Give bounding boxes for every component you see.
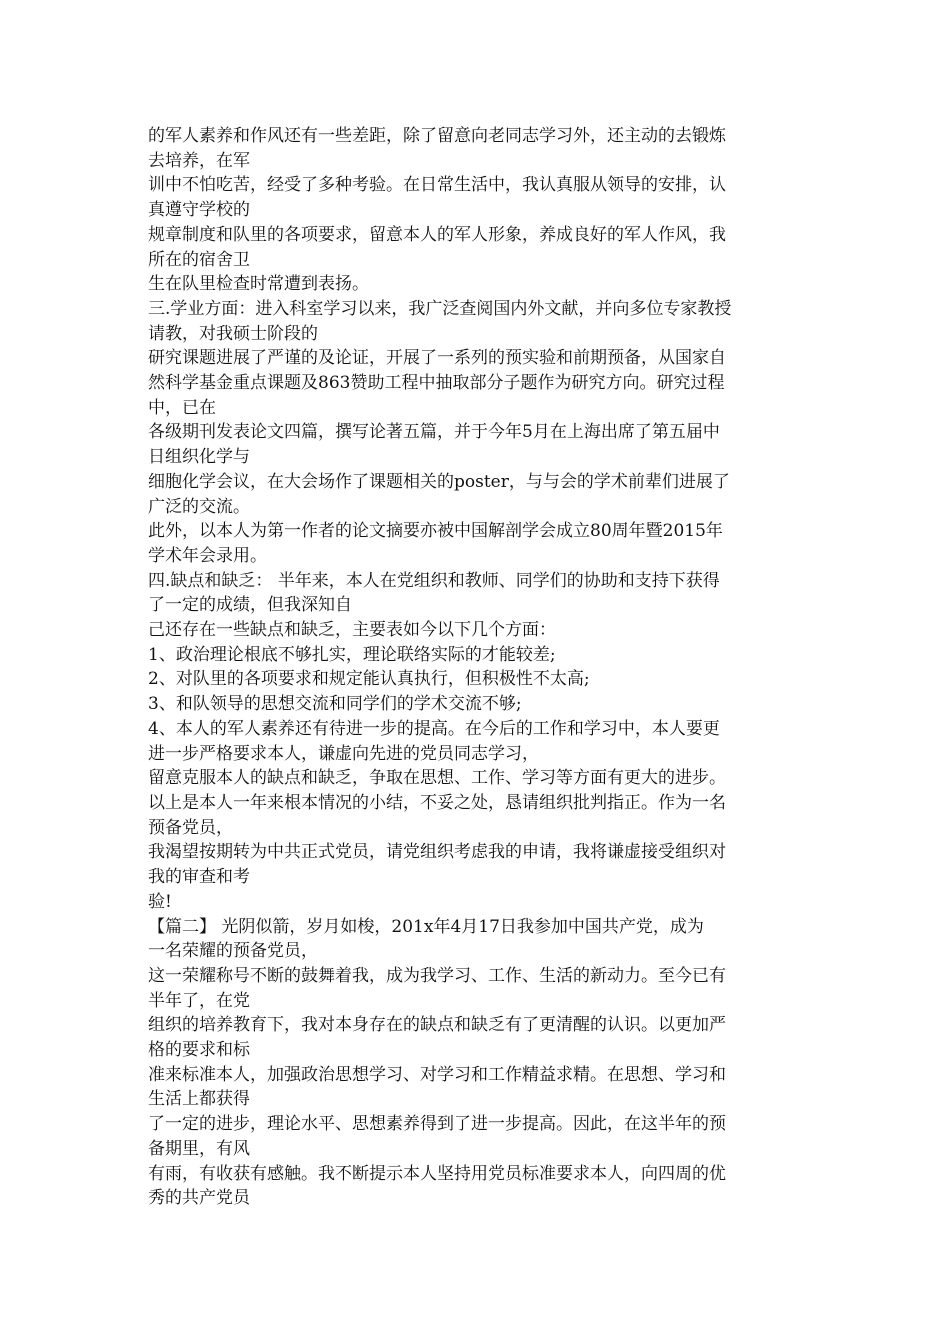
- text-line: 秀的共产党员: [148, 1188, 250, 1209]
- text-line: 中，已在: [148, 397, 216, 418]
- text-line: 训中不怕吃苦，经受了多种考验。在日常生活中，我认真服从领导的安排，认: [148, 175, 726, 196]
- text-line: 格的要求和标: [148, 1040, 250, 1061]
- text-line: 此外，以本人为第一作者的论文摘要亦被中国解剖学会成立80周年暨2015年: [148, 521, 723, 542]
- text-line: 留意克服本人的缺点和缺乏，争取在思想、工作、学习等方面有更大的进步。: [148, 768, 726, 789]
- text-line: 研究课题进展了严谨的及论证，开展了一系列的预实验和前期预备，从国家自: [148, 348, 726, 369]
- text-line: 三.学业方面：进入科室学习以来，我广泛查阅国内外文献，并向多位专家教授: [148, 298, 732, 319]
- document-body: [148, 124, 804, 1211]
- text-line: 一名荣耀的预备党员，: [148, 941, 318, 962]
- text-line: 请教，对我硕士阶段的: [148, 323, 318, 344]
- text-line: 我渴望按期转为中共正式党员，请党组织考虑我的申请，我将谦虚接受组织对: [148, 842, 726, 863]
- text-line: 四.缺点和缺乏： 半年来，本人在党组织和教师、同学们的协助和支持下获得: [148, 570, 720, 591]
- text-line: 以上是本人一年来根本情况的小结，不妥之处，恳请组织批判指正。作为一名: [148, 792, 726, 813]
- text-line: 学术年会录用。: [148, 545, 267, 566]
- text-line: 真遵守学校的: [148, 200, 250, 221]
- text-line: 规章制度和队里的各项要求，留意本人的军人形象，养成良好的军人作风，我: [148, 224, 726, 245]
- text-line: 验!: [148, 891, 172, 912]
- text-line: 准来标准本人，加强政治思想学习、对学习和工作精益求精。在思想、学习和: [148, 1064, 726, 1085]
- text-line: 的军人素养和作风还有一些差距，除了留意向老同志学习外，还主动的去锻炼: [148, 126, 726, 146]
- text-line: 1、政治理论根底不够扎实，理论联络实际的才能较差;: [148, 644, 556, 665]
- text-line: 日组织化学与: [148, 447, 250, 468]
- text-line: 生活上都获得: [148, 1089, 250, 1110]
- text-line: 去培养，在军: [148, 150, 250, 171]
- text-line: 【篇二】 光阴似箭，岁月如梭，201x年4月17日我参加中国共产党，成为: [148, 916, 704, 937]
- text-line: 半年了，在党: [148, 990, 250, 1011]
- text-line: 各级期刊发表论文四篇，撰写论著五篇，并于今年5月在上海出席了第五届中: [148, 422, 720, 443]
- text-line: 细胞化学会议，在大会场作了课题相关的poster，与与会的学术前辈们进展了: [148, 471, 730, 492]
- text-line: 所在的宿舍卫: [148, 249, 250, 270]
- text-line: 3、和队领导的思想交流和同学们的学术交流不够;: [148, 694, 522, 715]
- text-line: 我的审查和考: [148, 867, 250, 888]
- text-line: 这一荣耀称号不断的鼓舞着我，成为我学习、工作、生活的新动力。至今已有: [148, 965, 726, 986]
- text-line: 4、本人的军人素养还有待进一步的提高。在今后的工作和学习中，本人要更: [148, 718, 720, 739]
- text-line: 了一定的成绩，但我深知自: [148, 595, 352, 616]
- text-line: 然科学基金重点课题及863赞助工程中抽取部分子题作为研究方向。研究过程: [148, 373, 725, 394]
- text-line: 己还存在一些缺点和缺乏，主要表如今以下几个方面：: [148, 620, 556, 641]
- text-line: 了一定的进步，理论水平、思想素养得到了进一步提高。因此，在这半年的预: [148, 1114, 726, 1135]
- text-line: 备期里，有风: [148, 1138, 250, 1159]
- text-line: 组织的培养教育下，我对本身存在的缺点和缺乏有了更清醒的认识。以更加严: [148, 1015, 726, 1036]
- text-line: 有雨，有收获有感触。我不断提示本人坚持用党员标准要求本人，向四周的优: [148, 1163, 726, 1184]
- text-line: 生在队里检查时常遭到表扬。: [148, 274, 369, 295]
- text-line: 2、对队里的各项要求和规定能认真执行，但积极性不太高;: [148, 669, 590, 690]
- text-line: 进一步严格要求本人，谦虚向先进的党员同志学习，: [148, 743, 539, 764]
- text-line: 广泛的交流。: [148, 496, 250, 517]
- text-line: 预备党员，: [148, 817, 233, 838]
